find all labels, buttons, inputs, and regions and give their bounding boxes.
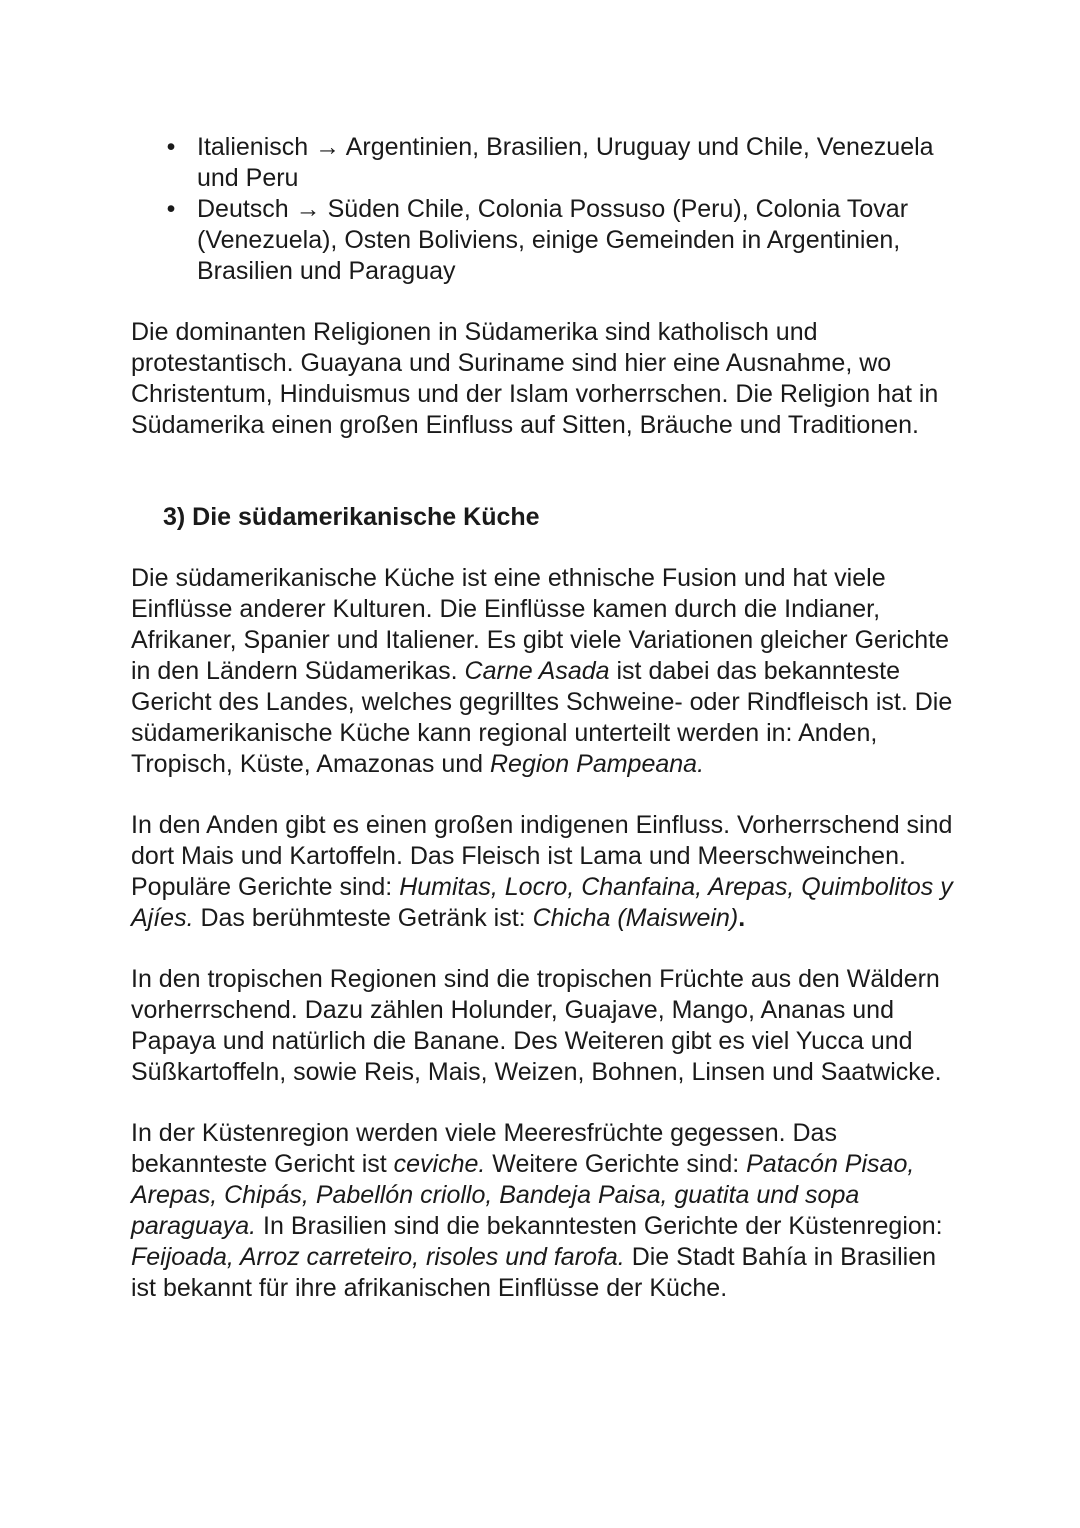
text-run: ist dabei das bekannteste Gericht des Landes, welches gegrilltes Schweine- oder Rindfleisch ist. Die südamerikanische Küche kann regional unterteilt werden in: Anden, Tropisch, Küste, Amazonas und: [131, 657, 953, 778]
text-run: Das berühmteste Getränk ist:: [193, 904, 533, 932]
arrow-icon: →: [295, 195, 321, 223]
religion-paragraph: Die dominanten Religionen in Südamerika sind katholisch und protestantisch. Guayana und Suriname sind hier eine Ausnahme, wo Christentum, Hinduismus und der Islam vorherrschen. Die Religion hat in Südamerika einen großen Einfluss auf Sitten, Bräuche und Traditionen.: [131, 318, 939, 439]
language-list: [131, 132, 961, 287]
dish-list: Feijoada, Arroz carreteiro, risoles und farofa.: [131, 1243, 625, 1271]
text-run: In den Anden gibt es einen großen indigenen Einfluss. Vorherrschend sind dort Mais und Kartoffeln. Das Fleisch ist Lama und Meerschweinchen. Populäre Gerichte sind:: [131, 811, 953, 901]
language-name: Italienisch: [197, 133, 309, 161]
language-regions: Süden Chile, Colonia Possuso (Peru), Colonia Tovar (Venezuela), Osten Boliviens, einige Gemeinden in Argentinien, Brasilien und Paraguay: [197, 195, 909, 285]
drink-name: Chicha (Maiswein): [532, 904, 739, 932]
text-run: Die Stadt Bahía in Brasilien ist bekannt für ihre afrikanischen Einflüsse der Küche.: [131, 1243, 937, 1302]
text-run: Die südamerikanische Küche ist eine ethnische Fusion und hat viele Einflüsse anderer Kulturen. Die Einflüsse kamen durch die Indianer, Afrikaner, Spanier und Italiener. Es gibt viele Variationen gleicher Gerichte in den Ländern Südamerikas.: [131, 564, 950, 685]
bullet-icon: •: [166, 133, 176, 161]
text-run: In der Küstenregion werden viele Meeresfrüchte gegessen. Das bekannteste Gericht ist: [131, 1119, 837, 1178]
dish-name: Carne Asada: [464, 657, 610, 685]
text-run: Weitere Gerichte sind:: [485, 1150, 747, 1178]
text-run: In Brasilien sind die bekanntesten Gerichte der Küstenregion:: [256, 1212, 943, 1240]
dish-name: ceviche.: [393, 1150, 486, 1178]
dish-list: Patacón Pisao, Arepas, Chipás, Pabellón criollo, Bandeja Paisa, guatita und sopa paraguaya.: [131, 1150, 915, 1240]
andes-paragraph: [131, 810, 961, 934]
list-item: [166, 132, 961, 194]
region-name: Region Pampeana.: [489, 750, 705, 778]
arrow-icon: →: [315, 133, 341, 161]
list-item: [166, 194, 961, 287]
language-regions: Argentinien, Brasilien, Uruguay und Chile, Venezuela und Peru: [197, 133, 934, 192]
section-heading: 3) Die südamerikanische Küche: [163, 503, 540, 531]
text-run: .: [738, 904, 746, 932]
tropical-paragraph: In den tropischen Regionen sind die tropischen Früchte aus den Wäldern vorherrschend. Dazu zählen Holunder, Guajave, Mango, Ananas und Papaya und natürlich die Banane. Des Weiteren gibt es viel Yucca und Süßkartoffeln, sowie Reis, Mais, Weizen, Bohnen, Linsen und Saatwicke.: [131, 965, 942, 1086]
document-page: [131, 132, 961, 1304]
bullet-icon: •: [166, 195, 176, 223]
cuisine-intro-paragraph: [131, 563, 961, 780]
language-name: Deutsch: [197, 195, 289, 223]
coast-paragraph: [131, 1118, 961, 1304]
dish-list: Humitas, Locro, Chanfaina, Arepas, Quimbolitos y Ajíes.: [131, 873, 953, 932]
